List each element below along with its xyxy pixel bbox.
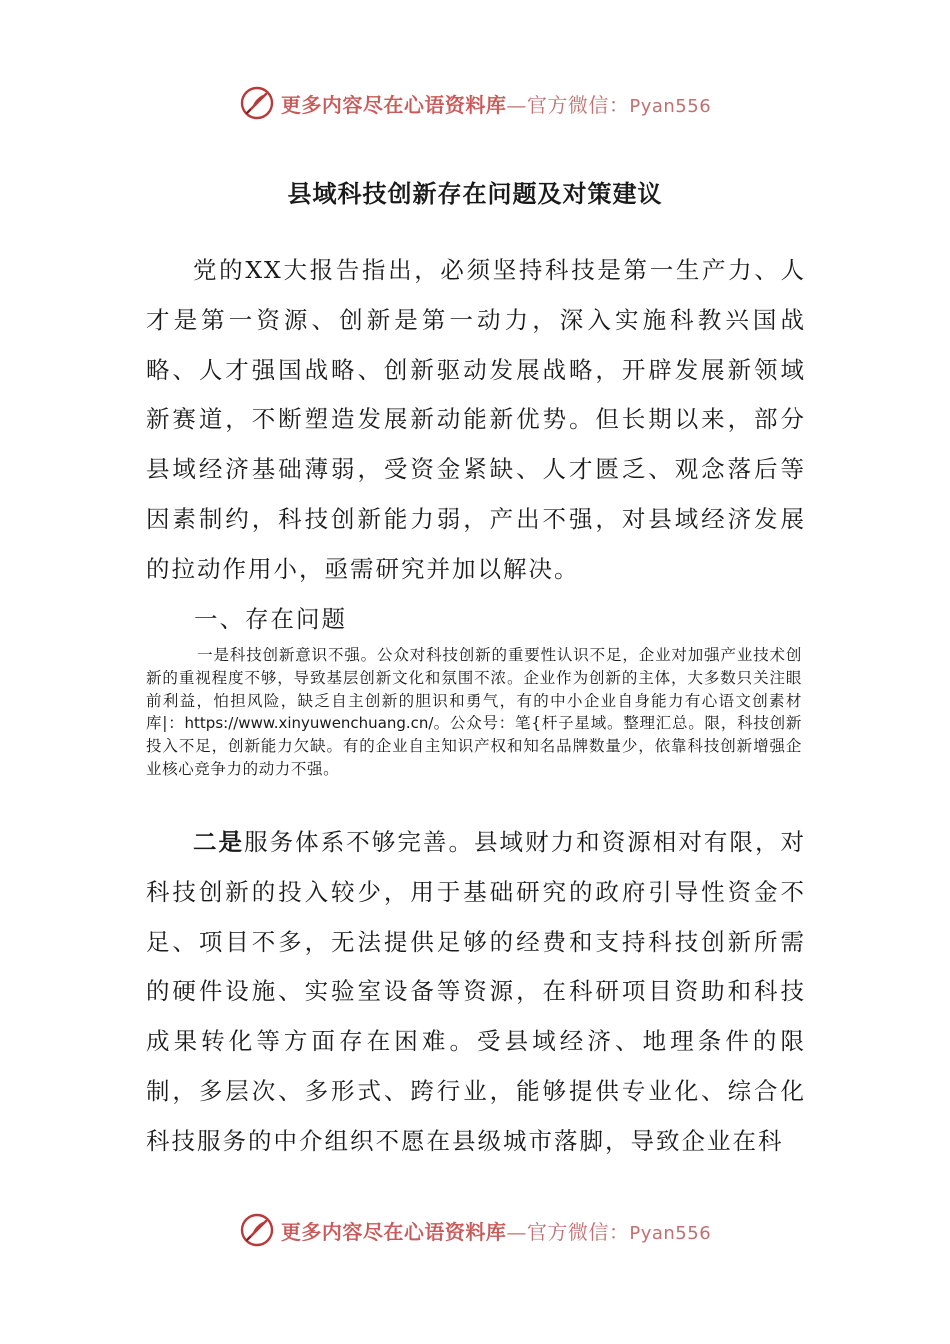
quill-logo-icon — [239, 1212, 275, 1248]
watermark-brand: 更多内容尽在心语资料库 — [280, 92, 507, 117]
intro-paragraph: 党的XX大报告指出，必须坚持科技是第一生产力、人才是第一资源、创新是第一动力，深入实施科教兴国战略、人才强国战略、创新驱动发展战略，开辟发展新领域新赛道，不断塑造发展新动能新优势。但长期以来，部分县域经济基础薄弱，受资金紧缺、人才匮乏、观念落后等因素制约，科技创新能力弱，产出不强，对县域经济发展的拉动作用小，亟需研究并加以解决。 — [146, 256, 806, 583]
section-heading-problems: 一、存在问题 — [194, 605, 347, 633]
header-watermark-banner — [0, 81, 950, 125]
document-title: 县域科技创新存在问题及对策建议 — [287, 179, 663, 208]
problem-item-1-text-b: 。公众号：笔{杆子星域。整理汇总。限，科技创新投入不足，创新能力欠缺。有的企业自主知识产权和知名品牌数量少，依靠科技创新增强企业核心竞争力的动力不强。 — [146, 714, 802, 778]
source-url-text: https://www.xinyuwenchuang.cn/ — [184, 714, 434, 733]
problem-item-2-paragraph — [146, 818, 806, 1167]
quill-logo-icon — [239, 85, 275, 121]
watermark-brand: 更多内容尽在心语资料库 — [280, 1219, 507, 1244]
watermark-wechat-id: Pyan556 — [629, 95, 712, 117]
problem-item-1-paragraph — [146, 644, 802, 781]
problem-item-2-body: 服务体系不够完善。县域财力和资源相对有限，对科技创新的投入较少，用于基础研究的政府引导性资金不足、项目不多，无法提供足够的经费和支持科技创新所需的硬件设施、实验室设备等资源，在科研项目资助和科技成果转化等方面存在困难。受县域经济、地理条件的限制，多层次、多形式、跨行业，能够提供专业化、综合化科技服务的中介组织不愿在县级城市落脚，导致企业在科 — [146, 828, 807, 1155]
watermark-text — [281, 1216, 711, 1245]
watermark-text — [281, 89, 711, 118]
watermark-label: 官方微信： — [526, 1219, 630, 1244]
problem-item-2-lead: 二是 — [193, 828, 245, 856]
footer-watermark-banner — [0, 1208, 950, 1252]
problem-item-1-text-a: 一是科技创新意识不强。公众对科技创新的重要性认识不足，企业对加强产业技术创新的重视程度不够，导致基层创新文化和氛围不浓。企业作为创新的主体，大多数只关注眼前利益，怕担风险，缺乏自主创新的胆识和勇气，有的中小企业自身能力有心语文创素材库|： — [146, 646, 802, 733]
watermark-label: 官方微信： — [526, 92, 630, 117]
watermark-wechat-id: Pyan556 — [629, 1222, 712, 1244]
watermark-dash: — — [506, 1219, 527, 1244]
watermark-dash: — — [506, 92, 527, 117]
